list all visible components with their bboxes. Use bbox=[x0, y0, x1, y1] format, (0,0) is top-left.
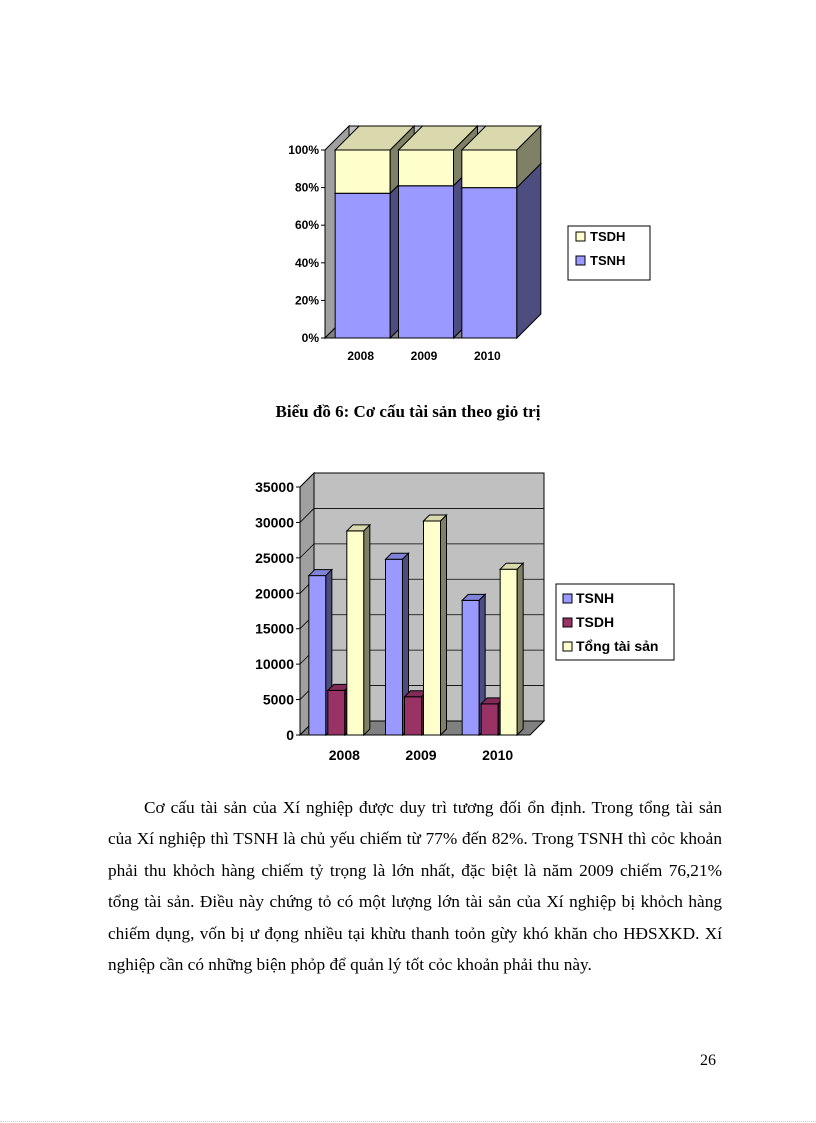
chart2-ytick-label: 15000 bbox=[255, 620, 294, 637]
page-bottom-border bbox=[0, 1121, 816, 1122]
chart1-bar-tsdh bbox=[399, 150, 454, 186]
chart1-ytick-label: 80% bbox=[294, 180, 319, 195]
chart1-bar-tsdh bbox=[462, 150, 517, 188]
chart1-legend-swatch bbox=[576, 256, 585, 265]
chart2-bar-2-side bbox=[517, 563, 523, 735]
chart2-bar-0 bbox=[462, 600, 479, 735]
chart1-ytick-label: 100% bbox=[288, 143, 319, 157]
chart2-bar-2-side bbox=[364, 525, 370, 735]
chart2-legend-label: TSDH bbox=[576, 614, 615, 630]
chart1-legend-label: TSNH bbox=[590, 253, 626, 268]
chart2-xtick-label: 2010 bbox=[482, 747, 514, 763]
chart2-legend-label: TSNH bbox=[576, 590, 615, 606]
chart2-ytick-label: 30000 bbox=[255, 514, 294, 531]
chart2-bar-2 bbox=[347, 531, 364, 735]
chart2-ytick-label: 10000 bbox=[255, 656, 294, 673]
chart2-bar-2 bbox=[500, 569, 517, 735]
chart2-ytick-label: 20000 bbox=[255, 585, 294, 602]
chart2-ytick-label: 35000 bbox=[255, 479, 294, 495]
asset-structure-percent-chart bbox=[250, 120, 670, 370]
chart2-legend-swatch bbox=[563, 618, 572, 627]
chart2-ytick-label: 0 bbox=[286, 727, 294, 743]
chart1-ytick-label: 40% bbox=[294, 255, 319, 270]
chart1-bar-tsnh-side bbox=[517, 164, 541, 338]
chart2-bar-0 bbox=[386, 559, 403, 735]
chart-caption: Biểu đồ 6: Cơ cấu tài sản theo giỏ trị bbox=[275, 402, 541, 421]
chart1-legend-swatch bbox=[576, 232, 585, 241]
chart2-bar-1 bbox=[405, 697, 422, 735]
chart2-legend-swatch bbox=[563, 594, 572, 603]
chart1-bar-tsnh bbox=[335, 193, 390, 338]
chart2-bar-1 bbox=[481, 704, 498, 735]
chart1-bar-tsnh bbox=[399, 186, 454, 338]
chart2-xtick-label: 2009 bbox=[405, 747, 437, 763]
chart1-xtick-label: 2008 bbox=[347, 349, 375, 363]
chart2-bar-2 bbox=[424, 521, 441, 735]
asset-value-chart bbox=[230, 470, 690, 770]
body-paragraph: Cơ cấu tài sản của Xí nghiệp được duy trì tương đối ổn định. Trong tổng tài sản của Xí nghiệp thì TSNH là chủ yếu chiếm từ 77% đến 82%. Trong TSNH thì cỏc khoản phải thu khỏch hàng chiếm tỷ trọng là lớn nhất, đặc biệt là năm 2009 chiếm 76,21% tổng tài sản. Điều này chứng tỏ có một lượng lớn tài sản của Xí nghiệp bị khỏch hàng chiếm dụng, vốn bị ư đọng nhiều tại khừu thanh toỏn gừy khó khăn cho HĐSXKD. Xí nghiệp cần có những biện phỏp để quản lý tốt cỏc khoản phải thu này. bbox=[108, 798, 722, 975]
chart1-ytick-label: 0% bbox=[301, 331, 319, 345]
chart1-bar-tsdh bbox=[335, 150, 390, 193]
chart1-xtick-label: 2009 bbox=[410, 349, 438, 363]
chart2-bar-1 bbox=[328, 690, 345, 735]
chart1-legend-label: TSDH bbox=[590, 229, 626, 244]
chart2-bar-2-side bbox=[441, 515, 447, 735]
chart1-bar-tsnh bbox=[462, 188, 517, 338]
chart2-legend-label: Tổng tài sản bbox=[576, 638, 659, 654]
chart1-xtick-label: 2010 bbox=[473, 349, 501, 363]
chart2-bar-0 bbox=[309, 576, 326, 735]
chart2-ytick-label: 25000 bbox=[255, 549, 294, 566]
chart1-ytick-label: 60% bbox=[294, 218, 319, 233]
chart2-ytick-label: 5000 bbox=[262, 691, 294, 708]
chart2-xtick-label: 2008 bbox=[328, 747, 360, 763]
chart1-ytick-label: 20% bbox=[294, 293, 319, 308]
chart2-legend-swatch bbox=[563, 642, 572, 651]
page-number: 26 bbox=[700, 1052, 716, 1069]
